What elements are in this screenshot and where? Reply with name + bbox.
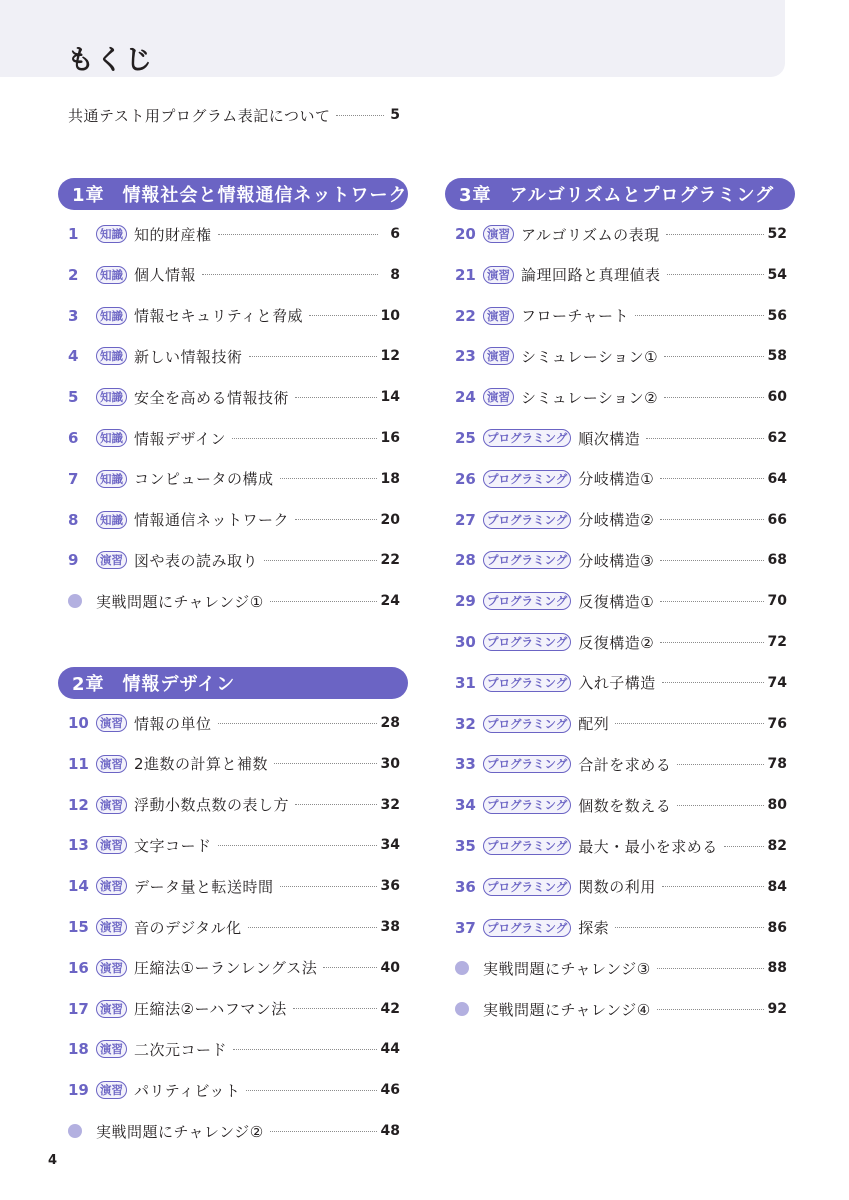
toc-entry[interactable] bbox=[455, 793, 787, 817]
chapter-title: アルゴリズムとプログラミング bbox=[509, 185, 775, 206]
chapter-number: 1章 bbox=[72, 185, 105, 206]
entry-page-number: 84 bbox=[767, 878, 787, 895]
entry-title: 浮動小数点数の表し方 bbox=[134, 796, 290, 815]
dot-leader bbox=[635, 315, 763, 316]
entry-page-number: 76 bbox=[767, 715, 787, 732]
toc-entry[interactable] bbox=[68, 833, 400, 857]
toc-entry[interactable] bbox=[68, 956, 400, 980]
entry-page-number: 88 bbox=[767, 960, 787, 977]
category-badge: プログラミング bbox=[483, 796, 571, 814]
entry-page-number: 22 bbox=[380, 552, 400, 569]
entry-number: 21 bbox=[455, 265, 476, 284]
entry-title: 2進数の計算と補数 bbox=[134, 755, 269, 774]
entry-page-number: 42 bbox=[380, 1000, 400, 1017]
dot-leader bbox=[248, 927, 377, 928]
bullet-circle-icon bbox=[68, 1124, 82, 1138]
page-title: もくじ bbox=[67, 45, 154, 76]
entry-page-number: 36 bbox=[380, 878, 400, 895]
category-badge: 演習 bbox=[483, 347, 514, 365]
entry-title: 分岐構造① bbox=[578, 470, 655, 489]
category-badge: 演習 bbox=[96, 755, 127, 773]
entry-number: 16 bbox=[68, 958, 89, 977]
entry-page-number: 8 bbox=[390, 266, 400, 283]
entry-number: 15 bbox=[68, 918, 89, 936]
entry-title: 圧縮法②ーハフマン法 bbox=[134, 1000, 287, 1019]
entry-page-number: 86 bbox=[767, 919, 787, 936]
entry-title: フローチャート bbox=[521, 307, 630, 326]
entry-page-number: 68 bbox=[767, 552, 787, 569]
category-badge: 演習 bbox=[96, 1040, 127, 1058]
category-badge: プログラミング bbox=[483, 919, 571, 937]
toc-entry[interactable] bbox=[455, 752, 787, 776]
entry-page-number: 6 bbox=[390, 226, 400, 242]
entry-number: 36 bbox=[455, 877, 476, 896]
dot-leader bbox=[666, 234, 764, 235]
entry-number: 14 bbox=[68, 877, 89, 896]
toc-entry[interactable] bbox=[455, 467, 787, 491]
entry-number: 6 bbox=[68, 429, 79, 447]
entry-page-number: 48 bbox=[380, 1123, 400, 1139]
entry-number: 8 bbox=[68, 510, 79, 529]
dot-leader bbox=[270, 1131, 377, 1132]
toc-entry[interactable] bbox=[455, 344, 787, 368]
bullet-circle-icon bbox=[455, 961, 469, 975]
dot-leader bbox=[323, 967, 376, 968]
entry-page-number: 14 bbox=[380, 389, 400, 406]
entry-title: 最大・最小を求める bbox=[578, 837, 718, 856]
entry-title: パリティビット bbox=[134, 1081, 241, 1100]
chapter-title: 情報デザイン bbox=[122, 674, 236, 695]
chapter-1-header bbox=[58, 178, 408, 210]
entry-title: シミュレーション② bbox=[521, 388, 659, 407]
entry-title: 実戦問題にチャレンジ② bbox=[96, 1122, 264, 1141]
entry-page-number: 80 bbox=[767, 797, 787, 814]
toc-entry[interactable] bbox=[68, 1078, 400, 1102]
entry-page-number: 34 bbox=[380, 837, 400, 854]
toc-entry[interactable] bbox=[68, 548, 400, 572]
dot-leader bbox=[218, 845, 377, 846]
dot-leader bbox=[336, 115, 384, 116]
entry-page-number: 28 bbox=[380, 715, 400, 731]
entry-title: 情報の単位 bbox=[134, 714, 212, 733]
dot-leader bbox=[295, 397, 377, 398]
entry-title: 反復構造① bbox=[578, 592, 655, 611]
dot-leader bbox=[280, 886, 377, 887]
entry-page-number: 10 bbox=[380, 307, 400, 324]
chapter-title: 情報社会と情報通信ネットワーク bbox=[122, 185, 408, 206]
bullet-wrap bbox=[455, 1002, 483, 1016]
entry-page-number: 74 bbox=[767, 674, 787, 691]
entry-number: 31 bbox=[455, 673, 476, 692]
category-badge: 知識 bbox=[96, 225, 127, 243]
toc-entry[interactable] bbox=[455, 956, 787, 980]
toc-entry[interactable] bbox=[455, 630, 787, 654]
dot-leader bbox=[657, 1009, 764, 1010]
entry-title: 実戦問題にチャレンジ③ bbox=[483, 959, 651, 978]
entry-title: 音のデジタル化 bbox=[134, 918, 242, 937]
toc-entry[interactable] bbox=[68, 304, 400, 328]
entry-page-number: 66 bbox=[767, 511, 787, 528]
entry-page-number: 30 bbox=[380, 755, 400, 772]
category-badge: 知識 bbox=[96, 388, 127, 406]
entry-number: 28 bbox=[455, 551, 476, 570]
entry-number: 23 bbox=[455, 347, 476, 366]
toc-entry[interactable] bbox=[455, 589, 787, 613]
entry-page-number: 20 bbox=[380, 511, 400, 528]
toc-entry[interactable] bbox=[68, 711, 400, 735]
entry-page-number: 92 bbox=[767, 1001, 787, 1018]
entry-number: 18 bbox=[68, 1040, 89, 1059]
entry-title: 文字コード bbox=[134, 836, 212, 855]
category-badge: 知識 bbox=[96, 266, 127, 284]
entry-title: 安全を高める情報技術 bbox=[134, 388, 290, 407]
bullet-wrap bbox=[68, 594, 96, 608]
entry-title: 情報デザイン bbox=[134, 429, 226, 448]
category-badge: プログラミング bbox=[483, 715, 571, 733]
entry-number: 32 bbox=[455, 714, 476, 733]
dot-leader bbox=[293, 1008, 377, 1009]
entry-title: 圧縮法①ーランレングス法 bbox=[134, 959, 318, 978]
entry-number: 13 bbox=[68, 836, 89, 855]
dot-leader bbox=[677, 764, 763, 765]
dot-leader bbox=[664, 397, 763, 398]
category-badge: プログラミング bbox=[483, 429, 571, 447]
entry-title: 二次元コード bbox=[134, 1040, 228, 1059]
toc-entry[interactable] bbox=[68, 222, 400, 246]
dot-leader bbox=[218, 723, 377, 724]
entry-page-number: 40 bbox=[380, 959, 400, 976]
entry-number: 5 bbox=[68, 388, 79, 407]
toc-entry[interactable] bbox=[68, 874, 400, 898]
bullet-circle-icon bbox=[68, 594, 82, 608]
toc-entry[interactable] bbox=[455, 304, 787, 328]
intro-row[interactable] bbox=[68, 104, 400, 126]
entry-number: 30 bbox=[455, 633, 476, 651]
entry-number: 11 bbox=[68, 754, 89, 773]
category-badge: 演習 bbox=[96, 551, 127, 569]
category-badge: プログラミング bbox=[483, 551, 571, 569]
entry-page-number: 78 bbox=[767, 756, 787, 773]
entry-number: 24 bbox=[455, 388, 476, 407]
dot-leader bbox=[233, 1049, 377, 1050]
entry-title: 情報通信ネットワーク bbox=[134, 511, 290, 530]
entry-page-number: 60 bbox=[767, 389, 787, 406]
category-badge: 演習 bbox=[483, 307, 514, 325]
dot-leader bbox=[660, 519, 763, 520]
entry-title: アルゴリズムの表現 bbox=[521, 225, 660, 244]
bullet-wrap bbox=[455, 961, 483, 975]
toc-entry[interactable] bbox=[455, 997, 787, 1021]
entry-title: 論理回路と真理値表 bbox=[521, 266, 661, 285]
toc-entry[interactable] bbox=[455, 712, 787, 736]
chapter-number: 3章 bbox=[459, 185, 492, 206]
entry-page-number: 82 bbox=[767, 838, 787, 854]
toc-entry[interactable] bbox=[455, 916, 787, 940]
entry-title: 実戦問題にチャレンジ④ bbox=[483, 1000, 651, 1019]
toc-entry[interactable] bbox=[68, 385, 400, 409]
dot-leader bbox=[660, 478, 763, 479]
category-badge: プログラミング bbox=[483, 837, 571, 855]
dot-leader bbox=[218, 234, 378, 235]
entry-number: 17 bbox=[68, 999, 89, 1018]
entry-page-number: 58 bbox=[767, 348, 787, 365]
toc-entry[interactable] bbox=[68, 1119, 400, 1143]
category-badge: 演習 bbox=[96, 1000, 127, 1018]
entry-page-number: 24 bbox=[380, 593, 400, 610]
category-badge: 知識 bbox=[96, 470, 127, 488]
dot-leader bbox=[662, 886, 764, 887]
entry-number: 20 bbox=[455, 225, 476, 243]
entry-title: 探索 bbox=[578, 919, 610, 938]
dot-leader bbox=[274, 763, 376, 764]
entry-number: 34 bbox=[455, 796, 476, 815]
dot-leader bbox=[270, 601, 377, 602]
category-badge: プログラミング bbox=[483, 633, 571, 651]
entry-number: 10 bbox=[68, 714, 89, 732]
entry-title: 新しい情報技術 bbox=[134, 347, 243, 366]
category-badge: 演習 bbox=[483, 225, 514, 243]
dot-leader bbox=[660, 601, 763, 602]
entry-number: 4 bbox=[68, 347, 79, 366]
entry-page-number: 54 bbox=[767, 266, 787, 283]
dot-leader bbox=[232, 438, 377, 439]
chapter-number: 2章 bbox=[72, 674, 105, 695]
entry-number: 3 bbox=[68, 306, 79, 325]
category-badge: 演習 bbox=[483, 388, 514, 406]
category-badge: 演習 bbox=[96, 836, 127, 854]
dot-leader bbox=[660, 642, 763, 643]
entry-title: 実戦問題にチャレンジ① bbox=[96, 592, 264, 611]
entry-page-number: 44 bbox=[380, 1041, 400, 1058]
toc-entry[interactable] bbox=[455, 263, 787, 287]
entry-number: 2 bbox=[68, 265, 79, 284]
entry-title: コンピュータの構成 bbox=[134, 470, 274, 489]
page-folio: 4 bbox=[48, 1153, 58, 1168]
entry-title: 合計を求める bbox=[578, 755, 672, 774]
category-badge: プログラミング bbox=[483, 674, 571, 692]
category-badge: 知識 bbox=[96, 511, 127, 529]
toc-entry[interactable] bbox=[455, 508, 787, 532]
entry-title: 図や表の読み取り bbox=[134, 551, 259, 570]
entry-title: 反復構造② bbox=[578, 633, 655, 652]
entry-title: 情報セキュリティと脅威 bbox=[134, 307, 304, 326]
dot-leader bbox=[646, 438, 763, 439]
category-badge: プログラミング bbox=[483, 470, 571, 488]
toc-entry[interactable] bbox=[455, 426, 787, 450]
entry-title: 分岐構造② bbox=[578, 511, 655, 530]
entry-number: 35 bbox=[455, 837, 476, 855]
dot-leader bbox=[615, 723, 763, 724]
category-badge: 演習 bbox=[96, 796, 127, 814]
dot-leader bbox=[667, 274, 764, 275]
category-badge: 演習 bbox=[96, 959, 127, 977]
entry-page-number: 62 bbox=[767, 430, 787, 446]
intro-page-number: 5 bbox=[390, 107, 400, 123]
toc-entry[interactable] bbox=[68, 467, 400, 491]
entry-page-number: 16 bbox=[380, 430, 400, 446]
entry-page-number: 18 bbox=[380, 470, 400, 487]
category-badge: プログラミング bbox=[483, 755, 571, 773]
entry-page-number: 64 bbox=[767, 470, 787, 487]
toc-entry[interactable] bbox=[455, 834, 787, 858]
entry-title: 入れ子構造 bbox=[578, 674, 656, 693]
toc-entry[interactable] bbox=[455, 385, 787, 409]
dot-leader bbox=[295, 804, 377, 805]
entry-title: 配列 bbox=[578, 715, 610, 734]
toc-entry[interactable] bbox=[68, 426, 400, 450]
dot-leader bbox=[677, 805, 763, 806]
toc-entry[interactable] bbox=[68, 752, 400, 776]
category-badge: 演習 bbox=[96, 1081, 127, 1099]
entry-page-number: 70 bbox=[767, 593, 787, 610]
dot-leader bbox=[660, 560, 763, 561]
category-badge: 知識 bbox=[96, 429, 127, 447]
dot-leader bbox=[249, 356, 377, 357]
entry-page-number: 56 bbox=[767, 307, 787, 324]
category-badge: 演習 bbox=[96, 714, 127, 732]
dot-leader bbox=[657, 968, 764, 969]
dot-leader bbox=[664, 356, 763, 357]
entry-number: 1 bbox=[68, 225, 79, 243]
entry-number: 22 bbox=[455, 306, 476, 325]
category-badge: 演習 bbox=[96, 877, 127, 895]
toc-entry[interactable] bbox=[68, 793, 400, 817]
entry-page-number: 32 bbox=[380, 796, 400, 813]
entry-title: 個人情報 bbox=[134, 266, 197, 285]
dot-leader bbox=[615, 927, 763, 928]
entry-page-number: 46 bbox=[380, 1082, 400, 1099]
toc-entry[interactable] bbox=[68, 263, 400, 287]
toc-entry[interactable] bbox=[68, 915, 400, 939]
entry-number: 29 bbox=[455, 592, 476, 611]
chapter-2-header bbox=[58, 667, 408, 699]
dot-leader bbox=[202, 274, 378, 275]
entry-page-number: 12 bbox=[380, 348, 400, 365]
entry-number: 27 bbox=[455, 510, 476, 529]
toc-entry[interactable] bbox=[455, 222, 787, 246]
toc-entry[interactable] bbox=[68, 1037, 400, 1061]
entry-number: 9 bbox=[68, 551, 79, 570]
toc-entry[interactable] bbox=[455, 875, 787, 899]
bullet-wrap bbox=[68, 1124, 96, 1138]
entry-number: 37 bbox=[455, 918, 476, 937]
bullet-circle-icon bbox=[455, 1002, 469, 1016]
dot-leader bbox=[280, 478, 377, 479]
entry-title: 知的財産権 bbox=[134, 225, 212, 244]
category-badge: プログラミング bbox=[483, 592, 571, 610]
category-badge: 演習 bbox=[96, 918, 127, 936]
dot-leader bbox=[295, 519, 377, 520]
category-badge: 知識 bbox=[96, 347, 127, 365]
intro-label: 共通テスト用プログラム表記について bbox=[68, 106, 331, 125]
category-badge: 知識 bbox=[96, 307, 127, 325]
toc-entry[interactable] bbox=[68, 997, 400, 1021]
entry-title: 順次構造 bbox=[578, 429, 641, 448]
entry-page-number: 38 bbox=[380, 919, 400, 935]
toc-entry[interactable] bbox=[68, 344, 400, 368]
entry-title: シミュレーション① bbox=[521, 347, 659, 366]
entry-number: 26 bbox=[455, 469, 476, 488]
toc-entry[interactable] bbox=[455, 548, 787, 572]
dot-leader bbox=[724, 846, 764, 847]
dot-leader bbox=[246, 1090, 376, 1091]
entry-page-number: 52 bbox=[767, 226, 787, 242]
entry-number: 33 bbox=[455, 755, 476, 774]
chapter-3-header bbox=[445, 178, 795, 210]
entry-title: 関数の利用 bbox=[578, 878, 656, 897]
toc-entry[interactable] bbox=[455, 671, 787, 695]
dot-leader bbox=[662, 682, 764, 683]
entry-number: 12 bbox=[68, 795, 89, 814]
entry-page-number: 72 bbox=[767, 634, 787, 650]
toc-entry[interactable] bbox=[68, 589, 400, 613]
entry-title: 分岐構造③ bbox=[578, 551, 655, 570]
entry-title: データ量と転送時間 bbox=[134, 877, 274, 896]
category-badge: プログラミング bbox=[483, 878, 571, 896]
toc-entry[interactable] bbox=[68, 508, 400, 532]
entry-number: 19 bbox=[68, 1081, 89, 1100]
dot-leader bbox=[264, 560, 377, 561]
dot-leader bbox=[309, 315, 377, 316]
entry-number: 7 bbox=[68, 469, 79, 488]
entry-title: 個数を数える bbox=[578, 796, 672, 815]
category-badge: プログラミング bbox=[483, 511, 571, 529]
entry-number: 25 bbox=[455, 429, 476, 447]
category-badge: 演習 bbox=[483, 266, 514, 284]
